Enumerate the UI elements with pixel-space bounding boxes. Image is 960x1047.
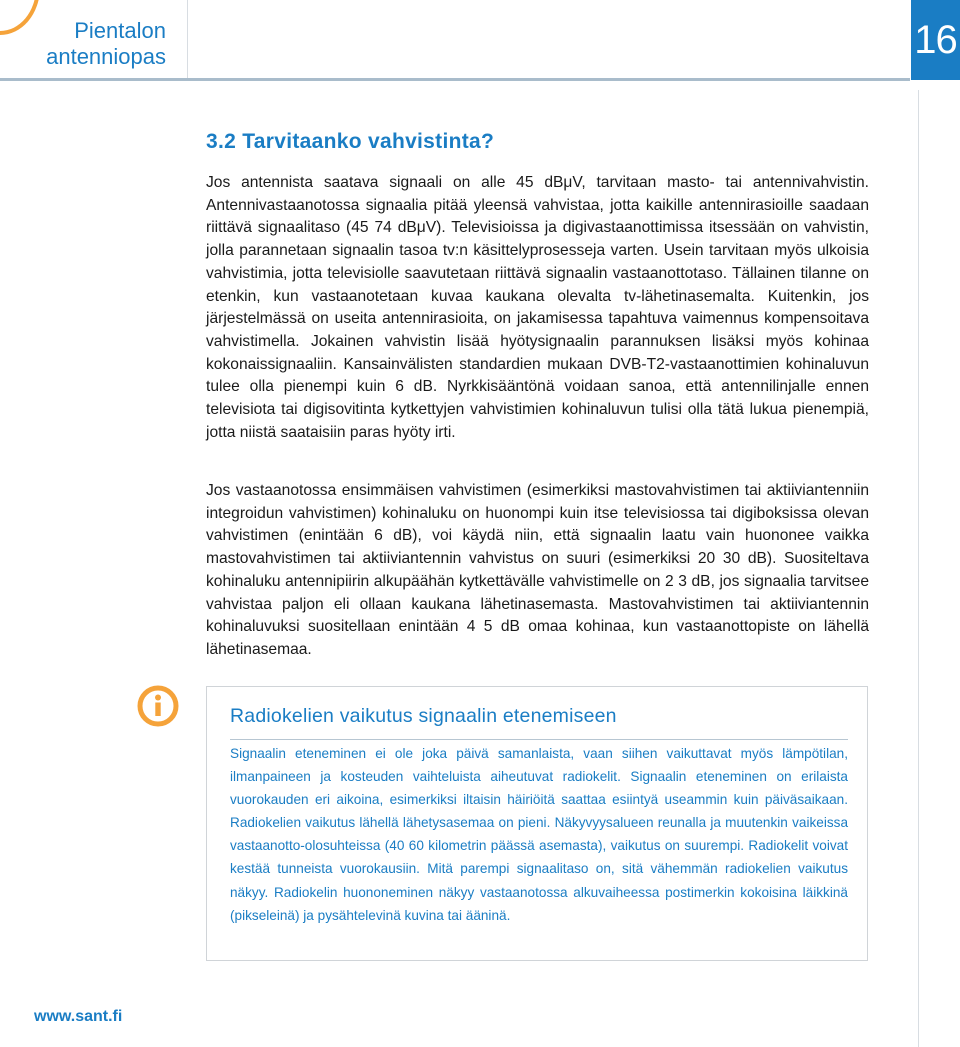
header-rule [0,78,910,81]
page-number: 16 [911,0,960,80]
info-box-text: Signaalin eteneminen ei ole joka päivä samanlaista, vaan siihen vaikuttavat myös lämpötilan, ilmanpaineen ja kosteuden vaihteluista aiheutuvat radiokelit. Signaalin eteneminen on erilaista vuorokauden eri aikoina, esimerkiksi iltaisin häiriöitä saattaa esiintyä useammin kuin päiväsaikaan. Radiokelien vaikutus lähellä lähetysasemaa on pieni. Näkyvyysalueen reunalla ja muutenkin vaikeissa vastaanotto-olosuhteissa (40 60 kilometrin päässä asemasta), vaikutus on suurempi. Radiokelit voivat kestää tunneista vuorokausiin. Mitä parempi signaalitaso on, sitä vähemmän radiokelien vaikutus näkyy. Radiokelin huononeminen näkyy vastaanotossa alkuvaiheessa postimerkin kokoisina läikkinä (pikseleinä) ja pysähtelevinä kuvina tai ääninä. [230,746,848,923]
corner-decoration [0,0,40,35]
info-icon [137,685,179,727]
header-divider [187,0,188,78]
body-paragraph-1: Jos antennista saatava signaali on alle 45 dBμV, tarvitaan masto- tai antennivahvistin. Antennivastaanotossa signaalia pitää yleensä vahvistaa, jotta kaikille antennirasioille saadaan riittävä signaalitaso (45 74 dBμV). Televisioissa ja digivastaanottimissa itsessään on vahvistin, jolla parannetaan signaalin tasoa tv:n käsittelyprosesseja varten. Usein tarvitaan myös ulkoisia vahvistimia, jotta televisiolle saavutetaan riittävä signaalin vastaanottotaso. Tällainen tilanne on etenkin, kun vastaanotetaan kuvaa kaukana olevalta tv-lähetinasemalta. Kuitenkin, jos järjestelmässä on useita antennirasioita, on jakamisessa tapahtuva vaimennus kompensoitava vahvistimella. Jokainen vahvistin lisää hyötysignaalin parannuksen lisäksi myös kohinaa kokonaissignaaliin. Kansainvälisten standardien mukaan DVB-T2-vastaanottimien kohinaluvun tulee olla pienempi kuin 6 dB. Nyrkkisääntönä voidaan sanoa, että antennilinjalle ennen televisiota tai digisovitinta kytkettyjen vahvistimien kohinaluvun tulisi olla tätä lukua pienempiä, jotta niistä saataisiin paras hyöty irti. [206,174,869,441]
info-box [206,686,868,961]
section-heading: 3.2 Tarvitaanko vahvistinta? [206,130,495,153]
website-link[interactable]: www.sant.fi [34,1008,123,1025]
document-title [36,18,166,70]
body-paragraph-2: Jos vastaanotossa ensimmäisen vahvistimen (esimerkiksi mastovahvistimen tai aktiiviantenniin integroidun vahvistimen) kohinaluku on huonompi kuin itse televisiossa tai digiboksissa olevan vahvistimen (enintään 6 dB), voi käydä niin, että signaalin laatu vain huononee vaikka mastovahvistimen tai aktiiviantennin vahvistus on suuri (esimerkiksi 20 30 dB). Suositeltava kohinaluku antennipiirin alkupäähän kytkettävälle vahvistimelle on 2 3 dB, jos signaalia tarvitsee vahvistaa paljon eli ollaan kaukana lähetinasemasta. Mastovahvistimen tai aktiiviantennin kohinaluvuksi suositellaan enintään 4 5 dB omaa kohinaa, kun vastaanottopiste on lähellä lähetinasemaa. [206,482,869,658]
document-title-line-2: antenniopas [46,44,166,69]
document-title-line-1: Pientalon [74,18,166,43]
info-box-divider [230,739,848,740]
info-box-title: Radiokelien vaikutus signaalin etenemiseen [230,705,617,727]
margin-rule [918,90,919,1047]
